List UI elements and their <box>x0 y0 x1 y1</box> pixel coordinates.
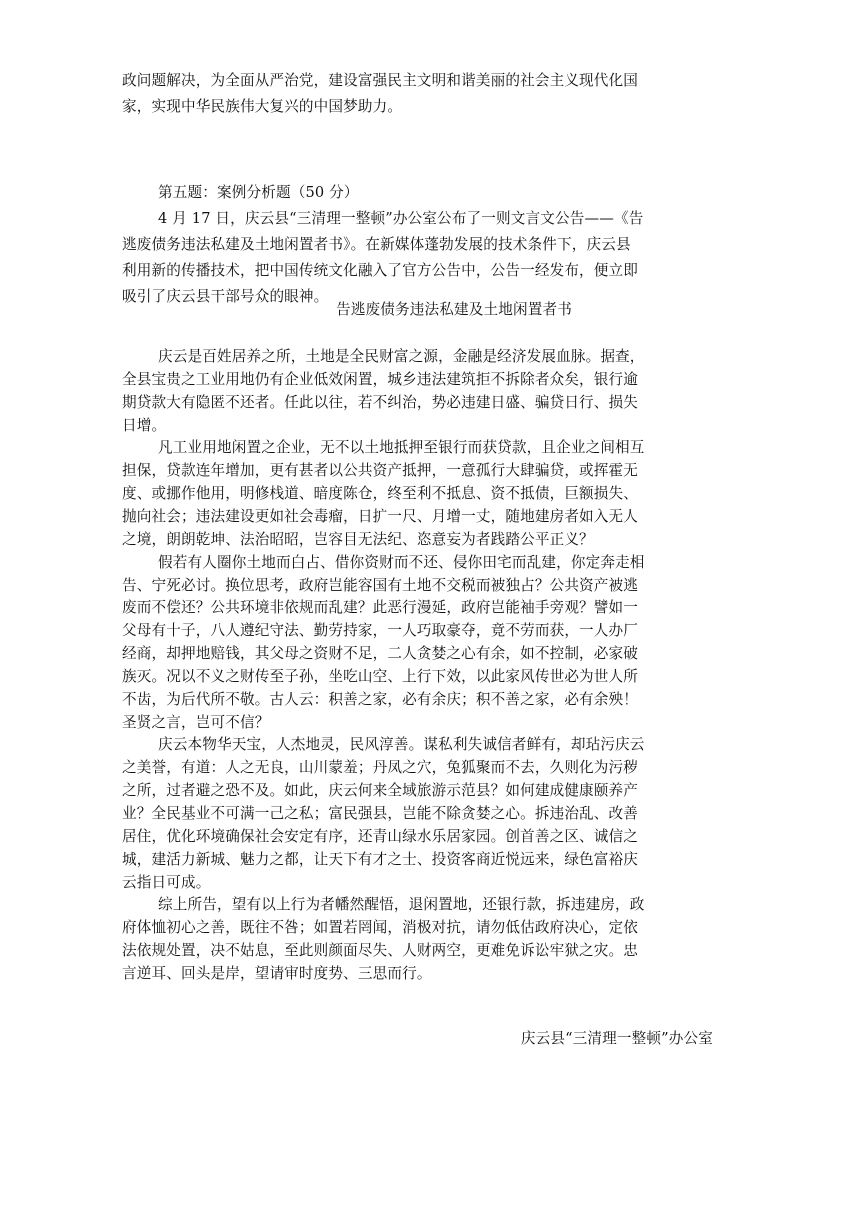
background-line: 逃废债务违法私建及土地闲置者书》。在新媒体蓬勃发展的技术条件下，庆云县 <box>122 236 631 253</box>
question-heading: 第五题：案例分析题（50 分） <box>158 184 359 201</box>
paragraph-line: 抛向社会；违法建设更如社会毒瘤，日扩一尺、月增一丈，随地建房者如入无人 <box>122 508 639 525</box>
paragraph-line: 庆云本物华天宝，人杰地灵，民风淳善。谋私利失诚信者鲜有，却玷污庆云 <box>158 736 645 753</box>
paragraph-line: 之美誉，有道：人之无良，山川蒙羞；丹凤之穴，兔狐聚而不去，久则化为污秽 <box>122 759 639 776</box>
paragraph-line: 族灭。况以不义之财传至子孙，坐吃山空、上行下效，以此家风传世必为世人所 <box>122 668 639 685</box>
paragraph-line: 法依规处置，决不姑息，至此则颜面尽失、人财两空，更难免诉讼牢狱之灾。忠 <box>122 942 639 959</box>
paragraph-line: 居住，优化环境确保社会安定有序，还青山绿水乐居家园。创首善之区、诚信之 <box>122 828 639 845</box>
background-line: 4 月 17 日，庆云县“三清理一整顿”办公室公布了一则文言文公告——《告 <box>158 210 644 227</box>
intro-line: 政问题解决，为全面从严治党，建设富强民主文明和谐美丽的社会主义现代化国 <box>122 72 639 89</box>
notice-title: 告逃废债务违法私建及土地闲置者书 <box>336 301 572 318</box>
paragraph-line: 日增。 <box>122 417 167 434</box>
paragraph-line: 庆云是百姓居养之所，土地是全民财富之源，金融是经济发展血脉。据查， <box>158 348 645 365</box>
paragraph-line: 府体恤初心之善，既往不咎；如置若罔闻，消极对抗，请勿低估政府决心，定依 <box>122 919 639 936</box>
background-line: 吸引了庆云县干部号众的眼神。 <box>122 288 329 305</box>
paragraph-line: 圣贤之言，岂可不信？ <box>122 714 270 731</box>
paragraph-line: 凡工业用地闲置之企业，无不以土地抵押至银行而获贷款，且企业之间相互 <box>158 439 645 456</box>
paragraph-line: 综上所告，望有以上行为者幡然醒悟，退闲置地，还银行款，拆违建房，政 <box>158 896 645 913</box>
paragraph-line: 全县宝贵之工业用地仍有企业低效闲置，城乡违法建筑拒不拆除者众矣，银行逾 <box>122 371 639 388</box>
paragraph-line: 之境，朗朗乾坤、法治昭昭，岂容目无法纪、恣意妄为者践踏公平正义？ <box>122 531 594 548</box>
notice-signature: 庆云县“三清理一整顿”办公室 <box>520 1030 713 1047</box>
paragraph-line: 父母有十子，八人遵纪守法、勤劳持家，一人巧取豪夺，竟不劳而获，一人办厂 <box>122 622 639 639</box>
paragraph-line: 不齿，为后代所不敬。古人云：积善之家，必有余庆；积不善之家，必有余殃！ <box>122 691 639 708</box>
paragraph-line: 之所，过者避之恐不及。如此，庆云何来全域旅游示范县？如何建成健康颐养产 <box>122 782 639 799</box>
paragraph-line: 度、或挪作他用，明修栈道、暗度陈仓，终至利不抵息、资不抵债，巨额损失、 <box>122 485 639 502</box>
paragraph-line: 业？全民基业不可满一己之私；富民强县，岂能不除贪婪之心。拆违治乱、改善 <box>122 805 639 822</box>
paragraph-line: 告、宁死必讨。换位思考，政府岂能容国有土地不交税而被独占？公共资产被逃 <box>122 577 639 594</box>
paragraph-line: 云指日可成。 <box>122 874 211 891</box>
paragraph-line: 假若有人圈你土地而白占、借你资财而不还、侵你田宅而乱建，你定奔走相 <box>158 554 645 571</box>
background-line: 利用新的传播技术，把中国传统文化融入了官方公告中，公告一经发布，便立即 <box>122 262 639 279</box>
intro-line: 家，实现中华民族伟大复兴的中国梦助力。 <box>122 98 403 115</box>
paragraph-line: 期贷款大有隐匿不还者。任此以往，若不纠治，势必违建日盛、骗贷日行、损失 <box>122 394 639 411</box>
paragraph-line: 言逆耳、回头是岸，望请审时度势、三思而行。 <box>122 965 432 982</box>
paragraph-line: 担保，贷款连年增加，更有甚者以公共资产抵押，一意孤行大肆骗贷，或挥霍无 <box>122 462 639 479</box>
paragraph-line: 废而不偿还？公共环境非依规而乱建？此恶行漫延，政府岂能袖手旁观？譬如一 <box>122 599 639 616</box>
paragraph-line: 经商，却押地赔钱，其父母之资财不足，二人贪婪之心有余，如不控制，必家破 <box>122 645 639 662</box>
paragraph-line: 城，建活力新城、魅力之都，让天下有才之士、投资客商近悦远来，绿色富裕庆 <box>122 851 639 868</box>
